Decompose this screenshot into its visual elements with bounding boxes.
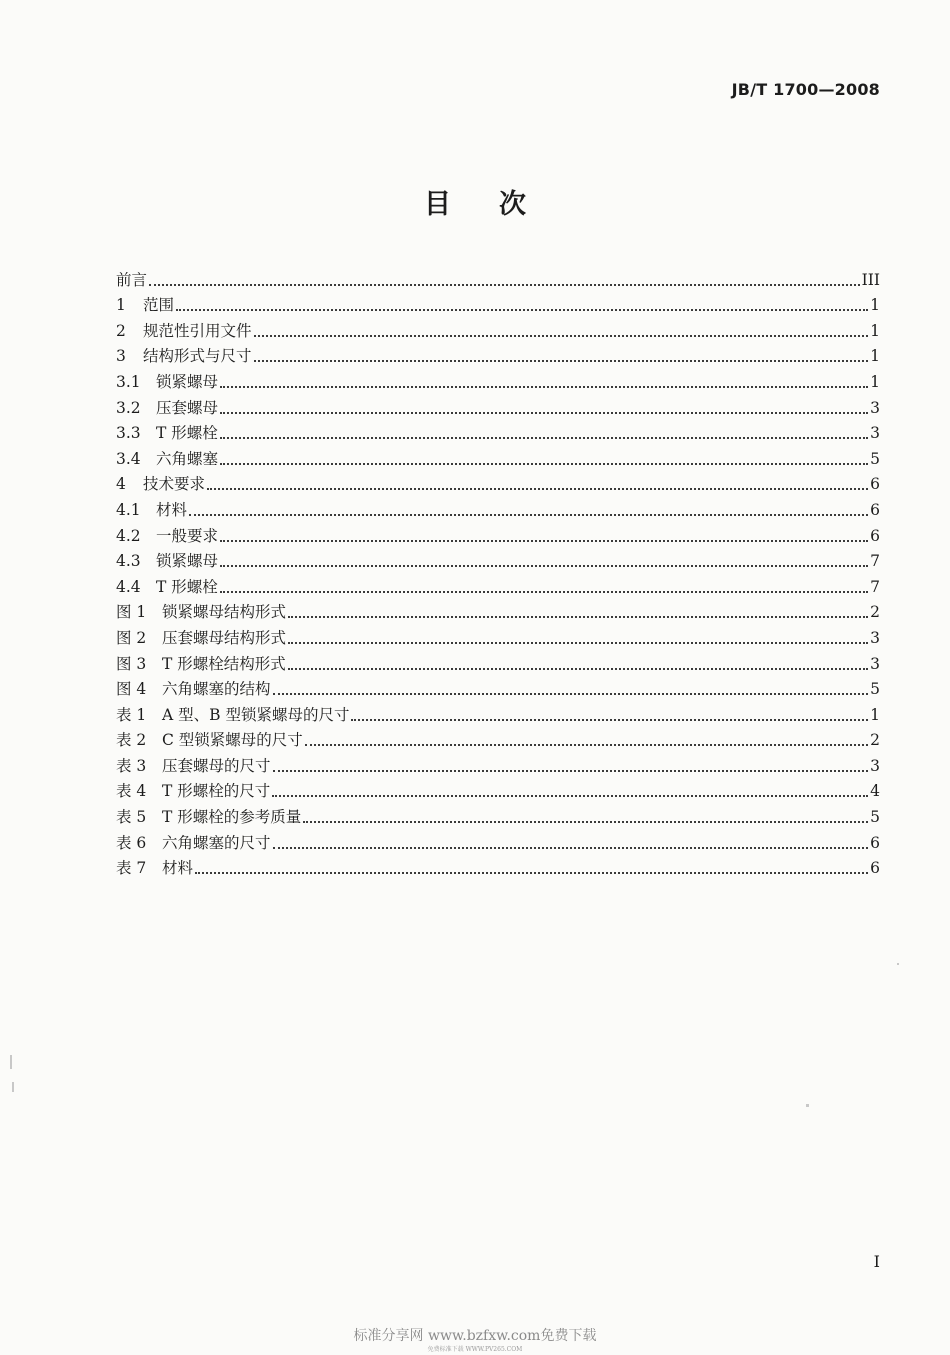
- toc-entry-title: T 形螺栓的参考质量: [162, 808, 302, 827]
- toc-entry-title: 压套螺母的尺寸: [162, 756, 271, 775]
- toc-entry-page: 1: [870, 321, 880, 340]
- toc-entry-title: A 型、B 型锁紧螺母的尺寸: [162, 705, 350, 724]
- toc-entry-number: 表 6: [116, 833, 147, 852]
- toc-entry: [116, 418, 880, 444]
- toc-entry: [116, 290, 880, 316]
- toc-entry: [116, 520, 880, 546]
- toc-entry-number: 1: [116, 296, 126, 315]
- toc-dot-leader: [351, 719, 868, 721]
- toc-entry-page: 3: [870, 628, 880, 647]
- toc-dot-leader: [220, 437, 868, 439]
- toc-entry-title: 规范性引用文件: [143, 321, 252, 340]
- toc-entry-page: 5: [870, 680, 880, 699]
- toc-dot-leader: [176, 309, 868, 311]
- toc-entry-page: 6: [870, 526, 880, 545]
- toc-entry-number: 4.4: [116, 577, 141, 596]
- page-number: I: [873, 1252, 880, 1271]
- toc-entry-page: 2: [870, 603, 880, 622]
- toc-entry-number: 3.2: [116, 398, 141, 417]
- toc-entry-page: 2: [870, 731, 880, 750]
- toc-dot-leader: [273, 693, 868, 695]
- toc-entry: [116, 699, 880, 725]
- toc-entry-title: 技术要求: [143, 475, 206, 494]
- toc-dot-leader: [272, 795, 868, 797]
- toc-entry-title: C 型锁紧螺母的尺寸: [162, 731, 303, 750]
- toc-entry-number: 表 5: [116, 808, 147, 827]
- toc-entry: [116, 776, 880, 802]
- toc-entry-number: 4: [116, 475, 126, 494]
- toc-entry-title: T 形螺栓: [156, 424, 218, 443]
- toc-entry: [116, 571, 880, 597]
- toc-entry-page: 3: [870, 654, 880, 673]
- toc-entry-title: 六角螺塞: [156, 449, 219, 468]
- toc-entry-title: 六角螺塞的尺寸: [162, 833, 271, 852]
- toc-dot-leader: [149, 284, 860, 286]
- toc-entry: [116, 546, 880, 572]
- toc-entry-page: 6: [870, 833, 880, 852]
- toc-dot-leader: [254, 360, 868, 362]
- toc-dot-leader: [220, 463, 868, 465]
- toc-entry-page: 3: [870, 756, 880, 775]
- toc-dot-leader: [189, 514, 868, 516]
- toc-entry-title: 六角螺塞的结构: [162, 680, 271, 699]
- toc-entry: [116, 750, 880, 776]
- toc-entry-number: 表 3: [116, 756, 147, 775]
- toc-entry-title: 压套螺母: [156, 398, 219, 417]
- toc-entry: [116, 392, 880, 418]
- toc-entry-title: 锁紧螺母: [156, 372, 219, 391]
- toc-dot-leader: [305, 744, 868, 746]
- toc-entry: [116, 853, 880, 879]
- toc-entry-page: 6: [870, 475, 880, 494]
- toc-entry-page: 1: [870, 347, 880, 366]
- toc-entry-number: 图 2: [116, 628, 147, 647]
- toc-entry-number: 3.4: [116, 449, 141, 468]
- toc-dot-leader: [288, 668, 868, 670]
- toc-entry: [116, 597, 880, 623]
- toc-dot-leader: [220, 565, 868, 567]
- toc-entry-title: 材料: [162, 859, 194, 878]
- toc-dot-leader: [273, 847, 868, 849]
- toc-dot-leader: [195, 872, 868, 874]
- toc-entry-title: 压套螺母结构形式: [162, 628, 287, 647]
- toc-entry-page: 7: [870, 552, 880, 571]
- toc-entry-page: 3: [870, 398, 880, 417]
- toc-dot-leader: [220, 412, 868, 414]
- toc-entry-page: III: [861, 270, 880, 289]
- toc-entry-number: 表 7: [116, 859, 147, 878]
- footer-watermark-small: 免费标准下载 WWW.PV265.COM: [427, 1346, 523, 1353]
- toc-entry-page: 6: [870, 500, 880, 519]
- toc-entry-number: 表 4: [116, 782, 147, 801]
- toc-entry-page: 7: [870, 577, 880, 596]
- toc-entry-number: 4.1: [116, 500, 141, 519]
- toc-entry-number: 4.2: [116, 526, 141, 545]
- toc-entry-page: 5: [870, 808, 880, 827]
- toc-dot-leader: [220, 540, 868, 542]
- toc-entry-title: 前言: [116, 270, 148, 289]
- toc-dot-leader: [220, 386, 868, 388]
- scan-speck: [897, 963, 899, 965]
- toc-entry: [116, 801, 880, 827]
- footer-watermark: 标准分享网 www.bzfxw.com免费下载: [353, 1328, 597, 1344]
- scan-speck: [806, 1104, 809, 1107]
- toc-entry-title: 结构形式与尺寸: [143, 347, 252, 366]
- table-of-contents: [116, 264, 880, 878]
- toc-entry-number: 3.3: [116, 424, 141, 443]
- toc-dot-leader: [303, 821, 868, 823]
- standard-code: JB/T 1700—2008: [731, 80, 880, 99]
- toc-entry-title: T 形螺栓结构形式: [162, 654, 286, 673]
- toc-entry-page: 1: [870, 296, 880, 315]
- toc-entry: [116, 725, 880, 751]
- toc-entry-number: 图 3: [116, 654, 147, 673]
- toc-entry-page: 1: [870, 705, 880, 724]
- toc-entry-title: 锁紧螺母结构形式: [162, 603, 287, 622]
- toc-entry-title: 材料: [156, 500, 188, 519]
- toc-entry: [116, 469, 880, 495]
- toc-entry: [116, 315, 880, 341]
- toc-entry-number: 4.3: [116, 552, 141, 571]
- toc-entry: [116, 341, 880, 367]
- toc-entry-title: 范围: [143, 296, 175, 315]
- scan-speck: [10, 1055, 12, 1069]
- toc-entry-page: 4: [870, 782, 880, 801]
- toc-entry-number: 表 1: [116, 705, 147, 724]
- toc-entry-title: 一般要求: [156, 526, 219, 545]
- toc-entry-page: 6: [870, 859, 880, 878]
- toc-entry-number: 2: [116, 321, 126, 340]
- toc-entry-number: 3: [116, 347, 126, 366]
- toc-entry-page: 1: [870, 372, 880, 391]
- toc-entry: [116, 443, 880, 469]
- toc-entry: [116, 674, 880, 700]
- toc-entry-number: 3.1: [116, 372, 141, 391]
- toc-dot-leader: [207, 488, 868, 490]
- toc-dot-leader: [288, 642, 868, 644]
- toc-entry-number: 表 2: [116, 731, 147, 750]
- toc-entry-number: 图 4: [116, 680, 147, 699]
- toc-dot-leader: [220, 591, 868, 593]
- toc-entry: [116, 648, 880, 674]
- toc-dot-leader: [254, 335, 868, 337]
- toc-entry-page: 3: [870, 424, 880, 443]
- toc-entry: [116, 264, 880, 290]
- toc-entry: [116, 827, 880, 853]
- toc-entry: [116, 366, 880, 392]
- toc-dot-leader: [273, 770, 868, 772]
- toc-entry: [116, 622, 880, 648]
- toc-entry-title: 锁紧螺母: [156, 552, 219, 571]
- toc-entry: [116, 494, 880, 520]
- toc-entry-title: T 形螺栓: [156, 577, 218, 596]
- toc-entry-number: 图 1: [116, 603, 147, 622]
- toc-dot-leader: [288, 616, 868, 618]
- page-title: 目次: [424, 189, 574, 220]
- toc-entry-page: 5: [870, 449, 880, 468]
- scan-speck: [12, 1082, 14, 1092]
- toc-entry-title: T 形螺栓的尺寸: [162, 782, 271, 801]
